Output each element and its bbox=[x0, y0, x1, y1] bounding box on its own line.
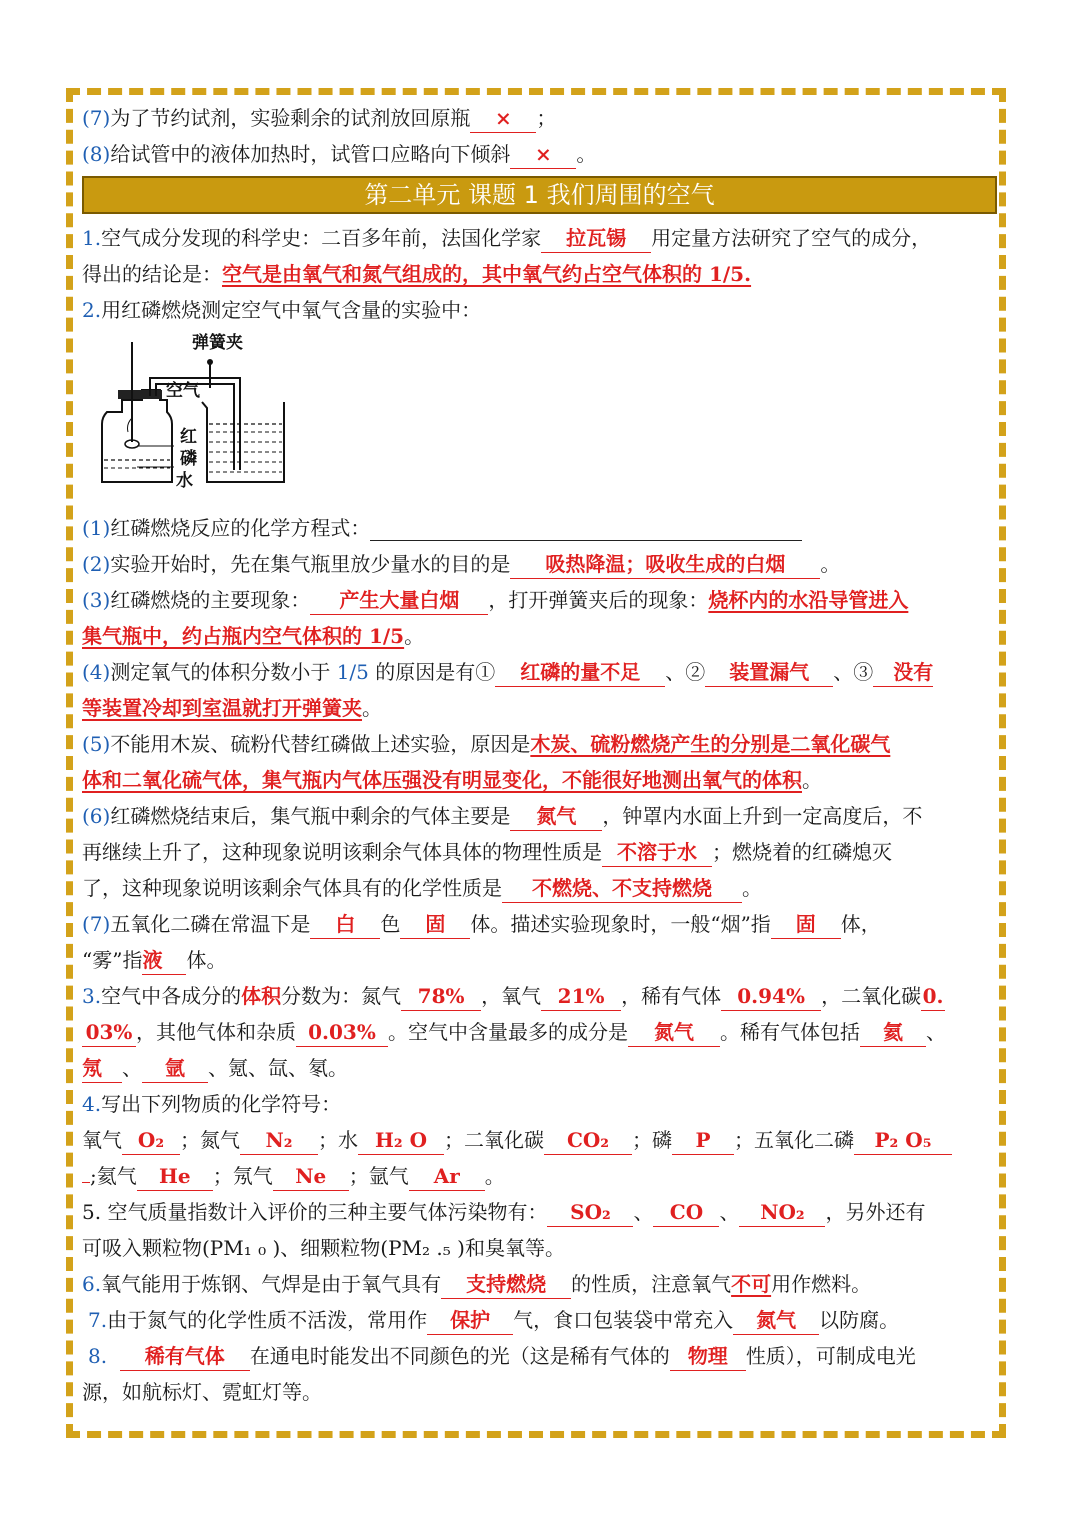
question-2-6-cont: 再继续上升了，这种现象说明该剩余气体具体的物理性质是 不溶于水 ；燃烧着的红磷熄灭 bbox=[82, 834, 997, 870]
question-3: 3.空气中各成分的体积分数为：氮气 78% ，氧气 21% ，稀有气体 0.94% ，二氧化碳0. bbox=[82, 978, 997, 1014]
answer-blank: 吸热降温；吸收生成的白烟 bbox=[510, 550, 820, 579]
answer-blank: CO₂ bbox=[544, 1126, 632, 1155]
answer-blank: × bbox=[510, 140, 576, 169]
answer-blank: 拉瓦锡 bbox=[541, 224, 651, 253]
answer-text: 等装置冷却到室温就打开弹簧夹 bbox=[82, 696, 362, 720]
question-4: 4.写出下列物质的化学符号： bbox=[82, 1092, 342, 1116]
question-8: 8. 稀有气体 在通电时能发出不同颜色的光（这是稀有气体的 物理 性质），可制成电光 bbox=[82, 1338, 997, 1374]
label-air: 空气 bbox=[166, 381, 200, 401]
question-5: 5. 空气质量指数计入评价的三种主要气体污染物有： SO₂ 、 CO 、 NO₂ ，另外还有 bbox=[82, 1194, 997, 1230]
question-4-formulas-cont: ;氦气 He ；氖气 Ne ；氩气 Ar 。 bbox=[82, 1158, 997, 1194]
section-banner: 第二单元 课题 1 我们周围的空气 bbox=[82, 176, 997, 214]
question-7: 7.由于氮气的化学性质不活泼，常用作 保护 气，食口包装袋中常充入 氮气 以防腐。 bbox=[82, 1302, 997, 1338]
label-phosphorus: 磷 bbox=[180, 449, 197, 469]
question-2-2: (2)实验开始时，先在集气瓶里放少量水的目的是 吸热降温；吸收生成的白烟 。 bbox=[82, 546, 997, 582]
question-3-cont: 03% ，其他气体和杂质 0.03% 。空气中含量最多的成分是 氮气 。稀有气体包括 氦 、 bbox=[82, 1014, 997, 1050]
question-2-5: (5)不能用木炭、硫粉代替红磷做上述实验，原因是木炭、硫粉燃烧产生的分别是二氧化碳气 bbox=[82, 732, 891, 756]
question-6: 6.氧气能用于炼钢、气焊是由于氧气具有 支持燃烧 的性质，注意氧气不可用作燃料。 bbox=[82, 1266, 997, 1302]
answer-blank: × bbox=[470, 104, 536, 133]
answer-blank: 固 bbox=[400, 910, 470, 939]
question-2-3: (3)红磷燃烧的主要现象： 产生大量白烟 ，打开弹簧夹后的现象：烧杯内的水沿导管进入 bbox=[82, 582, 997, 618]
question-4-formulas: 氧气 O₂ ；氮气 N₂ ；水 H₂ O ；二氧化碳 CO₂ ；磷 P ；五氧化二磷 P₂ O₅ bbox=[82, 1122, 997, 1158]
answer-blank: H₂ O bbox=[358, 1126, 444, 1155]
answer-text: 空气是由氧气和氮气组成的，其中氧气约占空气体积的 1/5. bbox=[222, 262, 752, 286]
answer-blank: P₂ O₅ bbox=[854, 1126, 952, 1155]
answer-blank: 白 bbox=[310, 910, 380, 939]
answer-text: 体积 bbox=[241, 984, 282, 1008]
answer-blank: 03% bbox=[82, 1018, 136, 1047]
answer-blank: 21% bbox=[541, 982, 621, 1011]
answer-blank: 不溶于水 bbox=[602, 838, 712, 867]
top-item-7: (7)为了节约试剂，实验剩余的试剂放回原瓶 × ； bbox=[82, 100, 997, 136]
answer-blank: 0.94% bbox=[721, 982, 821, 1011]
answer-blank: O₂ bbox=[122, 1126, 180, 1155]
answer-blank: 78% bbox=[401, 982, 481, 1011]
answer-blank: 没有 bbox=[873, 658, 933, 687]
answer-blank: 氮气 bbox=[733, 1306, 819, 1335]
answer-blank: SO₂ bbox=[547, 1198, 633, 1227]
question-2-5-cont: 体和二氧化硫气体，集气瓶内气体压强没有明显变化，不能很好地测出氧气的体积。 bbox=[82, 768, 822, 792]
answer-blank: 0.03% bbox=[296, 1018, 388, 1047]
question-2-4-cont: 等装置冷却到室温就打开弹簧夹。 bbox=[82, 696, 382, 720]
worksheet-content bbox=[82, 100, 997, 1410]
answer-blank: 氮气 bbox=[510, 802, 602, 831]
answer-blank: 产生大量白烟 bbox=[310, 586, 488, 615]
answer-text: 木炭、硫粉燃烧产生的分别是二氧化碳气 bbox=[530, 732, 891, 756]
question-2-7-cont: “雾”指液 体。 bbox=[82, 942, 997, 978]
question-2-6: (6)红磷燃烧结束后，集气瓶中剩余的气体主要是 氮气 ，钟罩内水面上升到一定高度后，不 bbox=[82, 798, 997, 834]
label-clamp: 弹簧夹 bbox=[192, 333, 243, 353]
answer-blank: 氮气 bbox=[628, 1018, 720, 1047]
answer-blank: CO bbox=[653, 1198, 719, 1227]
answer-text: 集气瓶中，约占瓶内空气体积的 1/5 bbox=[82, 624, 405, 648]
answer-text: 不可 bbox=[731, 1272, 772, 1296]
answer-blank: Ne bbox=[273, 1162, 349, 1191]
top-item-8: (8)给试管中的液体加热时，试管口应略向下倾斜 × 。 bbox=[82, 136, 997, 172]
question-5-cont: 可吸入颗粒物(PM₁ ₀ )、细颗粒物(PM₂ .₅ )和臭氧等。 bbox=[82, 1236, 565, 1260]
question-3-cont2: 氖 、 氩 、氪、氙、氡。 bbox=[82, 1050, 997, 1086]
answer-blank: 物理 bbox=[670, 1342, 746, 1371]
apparatus-diagram bbox=[92, 332, 312, 502]
answer-blank: 液 bbox=[142, 946, 186, 975]
answer-line bbox=[370, 518, 802, 541]
answer-blank: Ar bbox=[409, 1162, 485, 1191]
question-2-6-cont2: 了，这种现象说明该剩余气体具有的化学性质是 不燃烧、不支持燃烧 。 bbox=[82, 870, 997, 906]
answer-blank: 装置漏气 bbox=[705, 658, 833, 687]
answer-text: 体和二氧化硫气体，集气瓶内气体压强没有明显变化，不能很好地测出氧气的体积 bbox=[82, 768, 802, 792]
answer-blank: 氦 bbox=[860, 1018, 926, 1047]
answer-blank: NO₂ bbox=[739, 1198, 825, 1227]
answer-blank bbox=[82, 1182, 90, 1183]
answer-blank: 红磷的量不足 bbox=[495, 658, 665, 687]
question-2-7: (7)五氧化二磷在常温下是 白 色 固 体。描述实验现象时，一般“烟”指 固 体， bbox=[82, 906, 997, 942]
answer-blank: N₂ bbox=[240, 1126, 318, 1155]
answer-blank: P bbox=[672, 1126, 734, 1155]
apparatus-drawing bbox=[92, 332, 312, 502]
question-2: 2.用红磷燃烧测定空气中氧气含量的实验中： bbox=[82, 298, 482, 322]
label-red: 红 bbox=[180, 427, 197, 447]
question-2-3-cont: 集气瓶中，约占瓶内空气体积的 1/5。 bbox=[82, 624, 425, 648]
answer-blank: 稀有气体 bbox=[120, 1342, 250, 1371]
question-2-1: (1)红磷燃烧反应的化学方程式： bbox=[82, 510, 997, 546]
answer-blank: 氩 bbox=[142, 1054, 208, 1083]
answer-blank: 保护 bbox=[427, 1306, 513, 1335]
answer-blank: 固 bbox=[771, 910, 841, 939]
answer-blank: 氖 bbox=[82, 1054, 122, 1083]
question-1-conclusion: 得出的结论是：空气是由氧气和氮气组成的，其中氧气约占空气体积的 1/5. bbox=[82, 262, 752, 286]
label-water: 水 bbox=[176, 471, 193, 491]
answer-blank: He bbox=[137, 1162, 213, 1191]
question-2-4: (4)测定氧气的体积分数小于 1/5 的原因是有① 红磷的量不足 、② 装置漏气 、③ 没有 bbox=[82, 654, 997, 690]
answer-blank: 0. bbox=[921, 982, 945, 1011]
answer-blank: 支持燃烧 bbox=[441, 1270, 571, 1299]
answer-blank: 不燃烧、不支持燃烧 bbox=[502, 874, 742, 903]
answer-text: 烧杯内的水沿导管进入 bbox=[708, 588, 909, 612]
question-8-cont: 源，如航标灯、霓虹灯等。 bbox=[82, 1380, 322, 1404]
question-1: 1.空气成分发现的科学史：二百多年前，法国化学家 拉瓦锡 用定量方法研究了空气的成分， bbox=[82, 220, 997, 256]
